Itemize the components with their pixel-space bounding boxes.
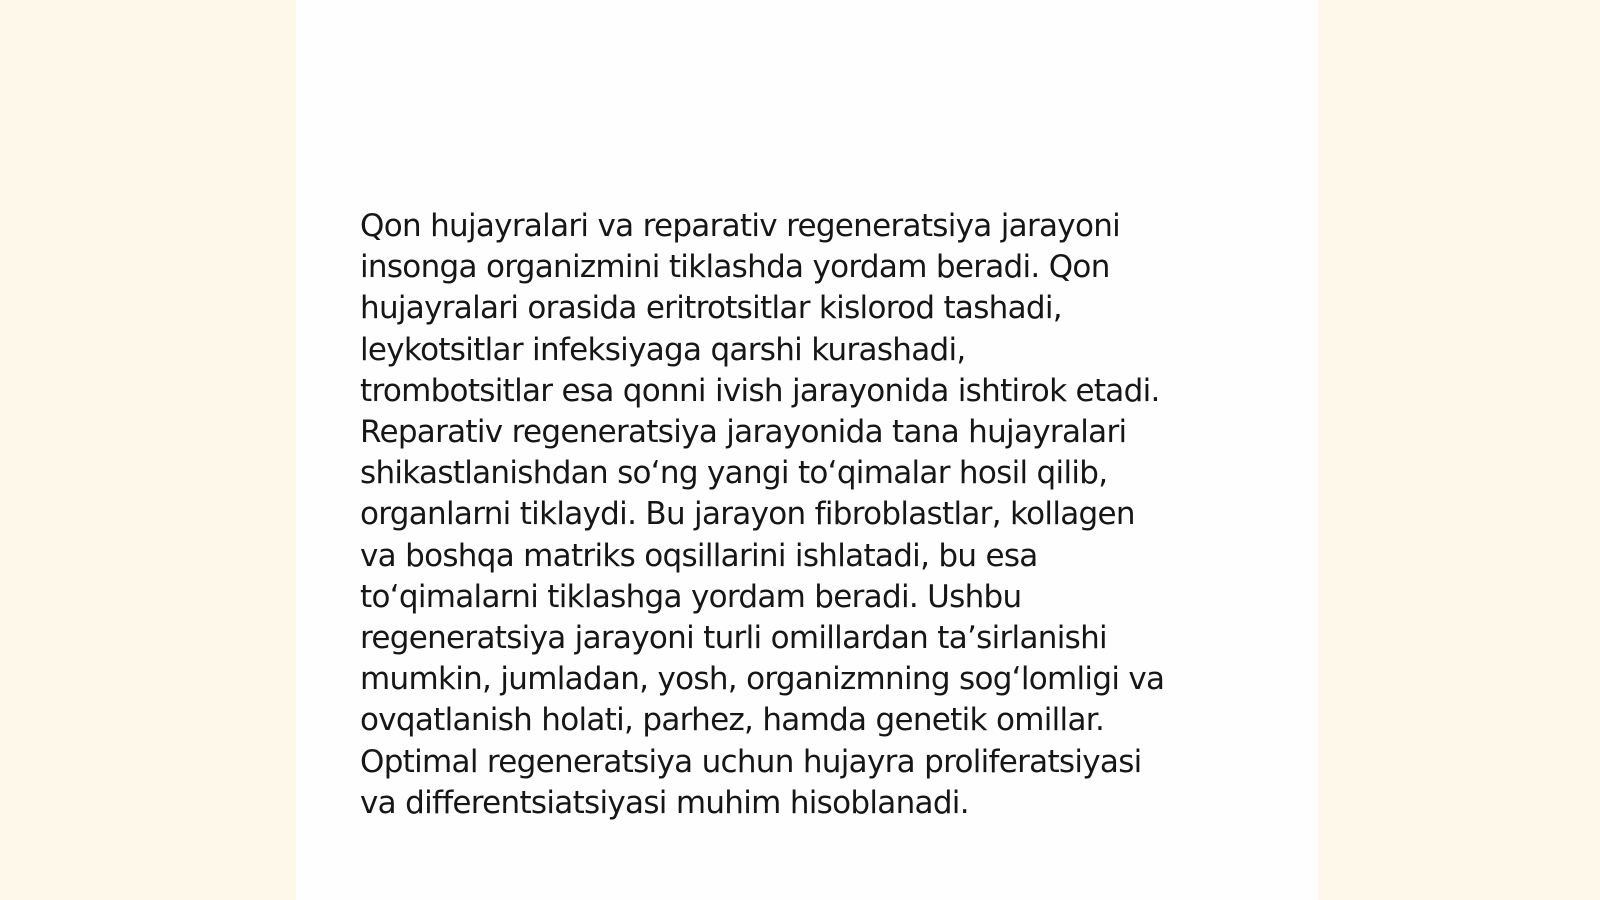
paragraph-line: organlarni tiklaydi. Bu jarayon fibroblastlar, kollagen	[360, 496, 1135, 533]
paragraph-line: va differentsiatsiyasi muhim hisoblanadi.	[360, 784, 969, 821]
paragraph-line: leykotsitlar infeksiyaga qarshi kurashadi,	[360, 331, 966, 368]
paragraph-line: Reparativ regeneratsiya jarayonida tana hujayralari	[360, 414, 1127, 451]
paragraph-line: Qon hujayralari va reparativ regeneratsiya jarayoni	[360, 208, 1121, 244]
document-page	[296, 0, 1318, 900]
paragraph-line: trombotsitlar esa qonni ivish jarayonida ishtirok etadi.	[360, 372, 1160, 409]
paragraph-line: va boshqa matriks oqsillarini ishlatadi, bu esa	[360, 537, 1038, 574]
paragraph-line: mumkin, jumladan, yosh, organizmning sog‘lomligi va	[360, 661, 1165, 698]
paragraph-line: Optimal regeneratsiya uchun hujayra proliferatsiyasi	[360, 743, 1142, 780]
paragraph-line: ovqatlanish holati, parhez, hamda genetik omillar.	[360, 702, 1105, 739]
paragraph-line: shikastlanishdan so‘ng yangi to‘qimalar hosil qilib,	[360, 455, 1108, 492]
paragraph-line: regeneratsiya jarayoni turli omillardan ta’sirlanishi	[360, 620, 1107, 657]
paragraph-line: hujayralari orasida eritrotsitlar kislorod tashadi,	[360, 290, 1062, 327]
paragraph-line: insonga organizmini tiklashda yordam beradi. Qon	[360, 249, 1110, 286]
paragraph-line: to‘qimalarni tiklashga yordam beradi. Ushbu	[360, 578, 1022, 615]
body-paragraph	[360, 206, 1260, 824]
